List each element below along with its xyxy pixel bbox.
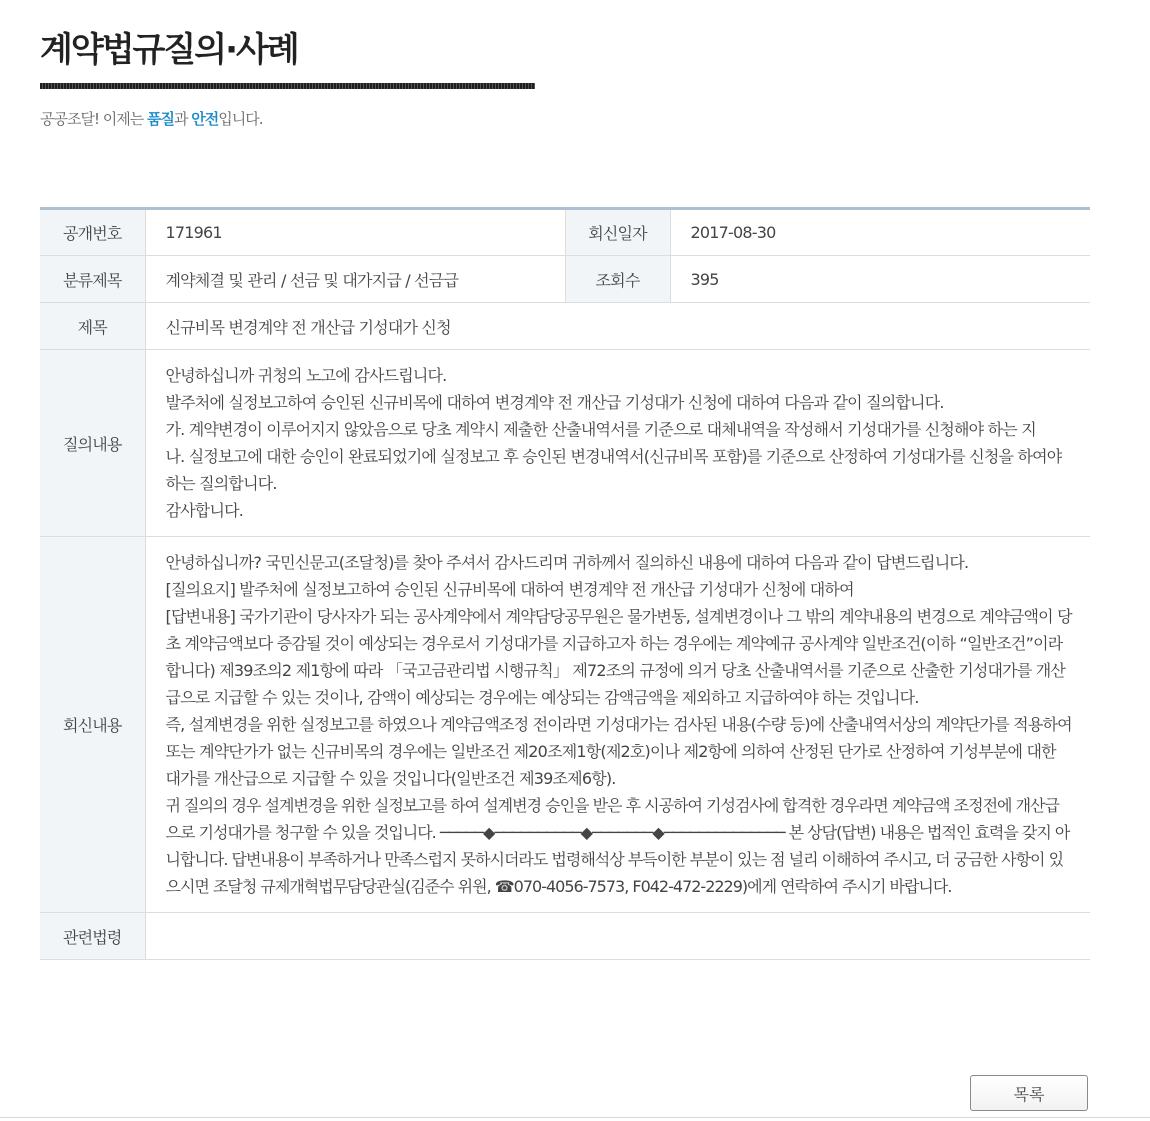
table-row	[40, 537, 1090, 913]
answer-line: [질의요지] 발주처에 실정보고하여 승인된 신규비목에 대하여 변경계약 전 개산급 기성대가 신청에 대하여	[165, 580, 854, 599]
subtitle-suffix: 입니다.	[218, 110, 263, 128]
subtitle-middle: 과	[173, 110, 192, 128]
reply-date-label: 회신일자	[565, 209, 670, 256]
related-law-value	[145, 913, 1090, 960]
views-value: 395	[670, 256, 1090, 303]
question-line: 감사합니다.	[165, 501, 244, 520]
answer-line: [답변내용] 국가기관이 당사자가 되는 공사계약에서 계약담당공무원은 물가변동, 설계변경이나 그 밖의 계약내용의 변경으로 계약금액이 당초 계약금액보다 증감될 것이 예상되는 경우로서 기성대가를 지급하고자 하는 경우에는 계약예규 공사계약 일반조건(이하 “일반조건”이라 합니다) 제39조의2 제1항에 따라 「국고금관리법 시행규칙」 제72조의 규정에 의거 당초 산출내역서를 기준으로 산출한 기성대가를 개산급으로 지급할 수 있는 것이나, 감액이 예상되는 경우에는 예상되는 감액금액을 제외하고 지급하여야 하는 것입니다.	[165, 607, 1072, 707]
subject-value: 신규비목 변경계약 전 개산급 기성대가 신청	[145, 303, 1090, 350]
page-title: 계약법규질의·사례	[40, 30, 298, 70]
table-row	[40, 913, 1090, 960]
question-line: 나. 실정보고에 대한 승인이 완료되었기에 실정보고 후 승인된 변경내역서(신규비목 포함)를 기준으로 산정하여 기성대가를 신청을 하여야 하는 질의합니다.	[165, 447, 1062, 493]
related-law-label: 관련법령	[40, 913, 145, 960]
list-button[interactable]: 목록	[970, 1075, 1088, 1111]
reply-date-value: 2017-08-30	[670, 209, 1090, 256]
subtitle-prefix: 공공조달! 이제는	[40, 110, 147, 128]
question-content	[145, 350, 1090, 537]
answer-line: 즉, 설계변경을 위한 실정보고를 하였으나 계약금액조정 전이라면 기성대가는 검사된 내용(수량 등)에 산출내역서상의 계약단가를 적용하여 또는 계약단가가 없는 신규비목의 경우에는 일반조건 제20조제1항(제2호)이나 제2항에 의하여 산정된 단가로 산정하여 기성부분에 대한 대가를 개산급으로 지급할 수 있을 것입니다(일반조건 제39조제6항).	[165, 715, 1072, 788]
table-row	[40, 209, 1090, 256]
question-line: 안녕하십니까 귀청의 노고에 감사드립니다.	[165, 366, 447, 385]
question-label: 질의내용	[40, 350, 145, 537]
subject-label: 제목	[40, 303, 145, 350]
question-line: 가. 계약변경이 이루어지지 않았음으로 당초 계약시 제출한 산출내역서를 기준으로 대체내역을 작성해서 기성대가를 신청해야 하는 지	[165, 420, 1036, 439]
table-row	[40, 303, 1090, 350]
table-row	[40, 350, 1090, 537]
page-subtitle	[40, 108, 262, 129]
question-line: 발주처에 실정보고하여 승인된 신규비목에 대하여 변경계약 전 개산급 기성대가 신청에 대하여 다음과 같이 질의합니다.	[165, 393, 944, 412]
answer-content	[145, 537, 1090, 913]
answer-line: 귀 질의의 경우 설계변경을 위한 실정보고를 하여 설계변경 승인을 받은 후 시공하여 기성검사에 합격한 경우라면 계약금액 조정전에 개산급으로 기성대가를 청구할 수 있을 것입니다. ─────◆──────────◆───────◆────────────── 본 상담(답변) 내용은 법적인 효력을 갖지 아니합니다. 답변내용이 부족하거나 만족스럽지 못하시더라도 법령해석상 부득이한 부분이 있는 점 널리 이해하여 주시고, 더 궁금한 사항이 있으시면 조달청 규제개혁법무담당관실(김준수 위원, ☎070-4056-7573, F042-472-2229)에게 연락하여 주시기 바랍니다.	[165, 796, 1070, 896]
answer-line: 안녕하십니까? 국민신문고(조달청)를 찾아 주셔서 감사드리며 귀하께서 질의하신 내용에 대하여 다음과 같이 답변드립니다.	[165, 553, 969, 572]
subtitle-highlight-quality: 품질	[146, 110, 174, 128]
title-underline	[40, 83, 535, 89]
category-value: 계약체결 및 관리 / 선금 및 대가지급 / 선금급	[145, 256, 565, 303]
footer-divider	[0, 1117, 1150, 1118]
category-label: 분류제목	[40, 256, 145, 303]
answer-label: 회신내용	[40, 537, 145, 913]
public-no-value: 171961	[145, 209, 565, 256]
views-label: 조회수	[565, 256, 670, 303]
inquiry-detail-table	[40, 207, 1090, 960]
subtitle-highlight-safety: 안전	[191, 110, 219, 128]
table-row	[40, 256, 1090, 303]
public-no-label: 공개번호	[40, 209, 145, 256]
